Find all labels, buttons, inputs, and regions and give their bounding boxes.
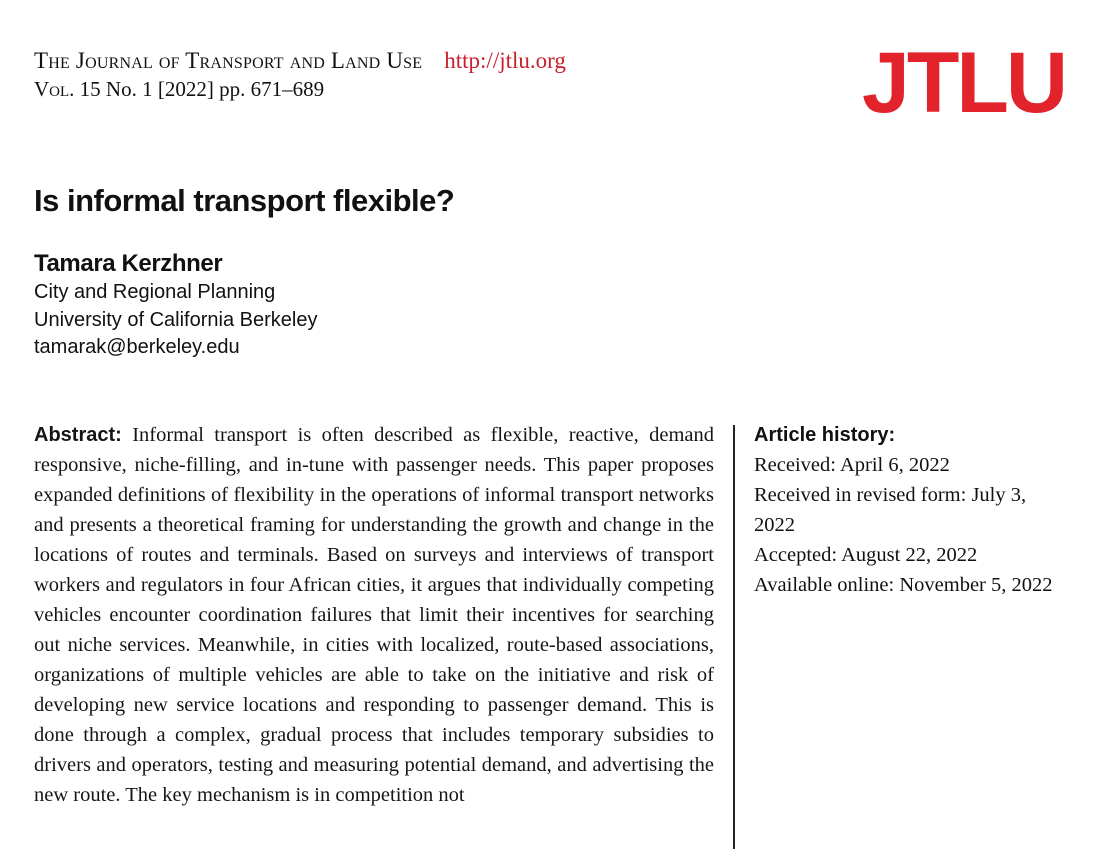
history-accepted: Accepted: August 22, 2022 <box>754 544 978 566</box>
volume-info <box>34 75 566 103</box>
history-received: Received: April 6, 2022 <box>754 454 950 476</box>
author-name: Tamara Kerzhner <box>34 250 223 277</box>
abstract-label: Abstract: <box>34 424 122 446</box>
abstract <box>34 420 714 810</box>
journal-url-link[interactable]: http://jtlu.org <box>444 48 566 73</box>
author-block <box>34 249 317 362</box>
author-institution: University of California Berkeley <box>34 308 318 331</box>
author-email[interactable]: tamarak@berkeley.edu <box>34 336 240 358</box>
volume-details: 15 No. 1 [2022] pp. 671–689 <box>74 77 325 101</box>
column-divider <box>733 425 735 849</box>
jtlu-logo: JTLU <box>862 35 1065 131</box>
history-revised: Received in revised form: July 3, 2022 <box>754 484 1027 536</box>
author-department: City and Regional Planning <box>34 281 276 303</box>
abstract-text: Informal transport is often described as flexible, reactive, demand responsive, niche-filling, and in-tune with passenger needs. This paper proposes expanded definitions of flexibility in the operations of informal transport networks and presents a theoretical framing for understanding the growth and change in the locations of routes and terminals. Based on surveys and interviews of transport workers and regulators in four African cities, it argues that individually competing vehicles encounter coordination failures that limit their incentives for searching out niche services. Meanwhile, in cities with localized, route-based associations, organizations of multiple vehicles are able to take on the initiative and risk of developing new service locations and responding to passenger demand. This is done through a complex, gradual process that includes temporary subsidies to drivers and operators, testing and measuring potential demand, and advertising the new route. The key mechanism is in competition not <box>34 424 714 806</box>
journal-line <box>34 46 566 75</box>
paper-title: Is informal transport flexible? <box>34 183 455 218</box>
article-history <box>754 420 1054 600</box>
journal-header <box>34 46 566 103</box>
volume-prefix: Vol. <box>34 77 75 101</box>
article-history-title: Article history: <box>754 424 896 446</box>
journal-name: The Journal of Transport and Land Use <box>34 48 423 73</box>
history-available-online: Available online: November 5, 2022 <box>754 574 1053 596</box>
